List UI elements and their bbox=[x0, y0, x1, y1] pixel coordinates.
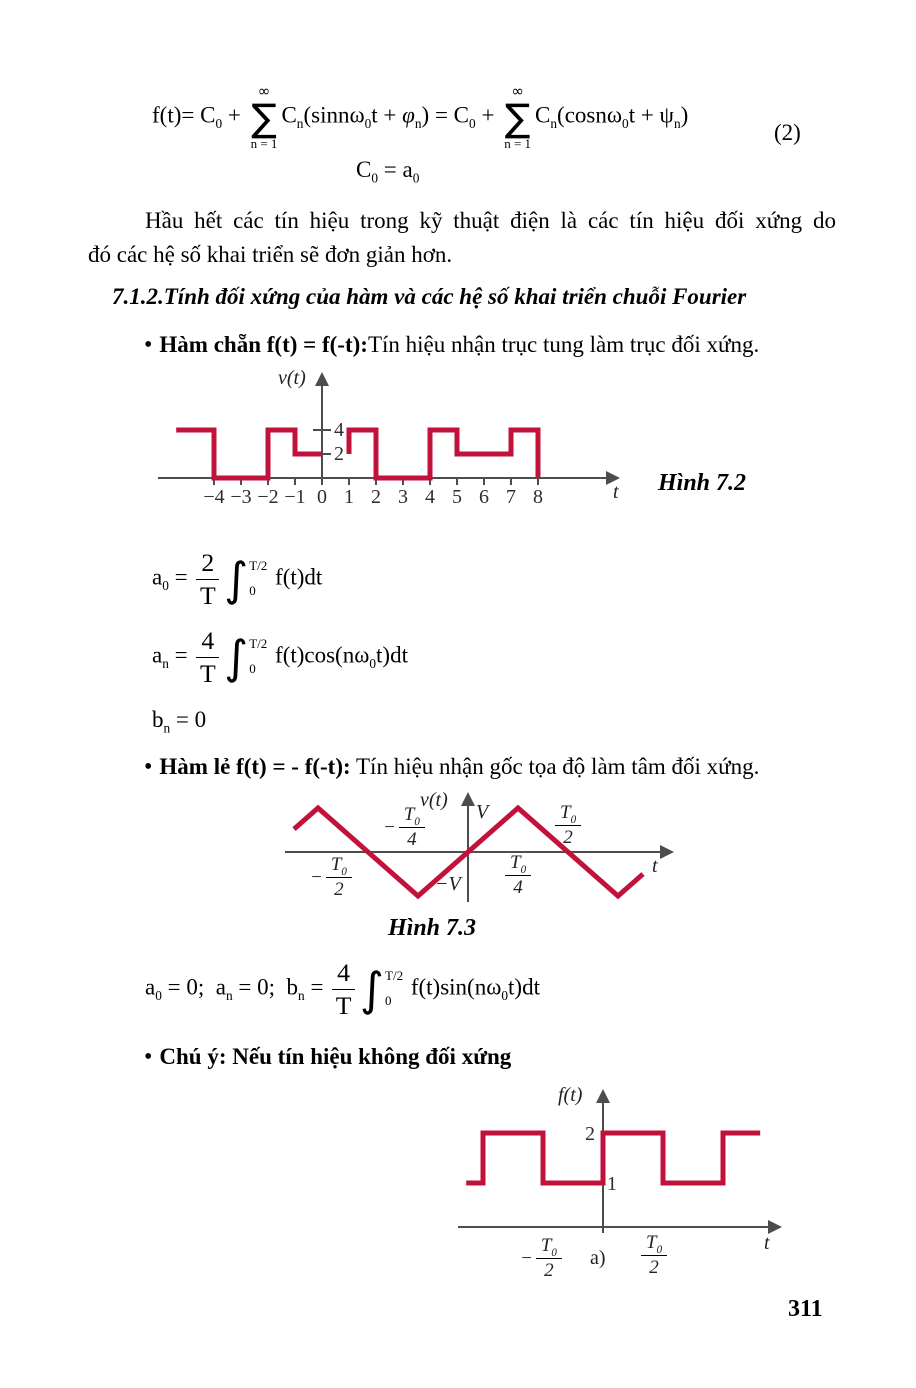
x-axis-arrow bbox=[768, 1220, 782, 1234]
fig73-half-label: $\frac{T_0}{2}$ bbox=[552, 802, 584, 849]
figa-half-label: $\frac{T_0}{2}$ bbox=[638, 1232, 670, 1279]
fig72-x-axis-label: t bbox=[613, 481, 619, 503]
bullet-odd-function bbox=[144, 754, 759, 781]
bullet-marker: • bbox=[144, 332, 153, 358]
equation-2-number: (2) bbox=[774, 120, 801, 145]
fig72-xtick: 2 bbox=[371, 486, 381, 508]
y-axis-arrow bbox=[315, 372, 329, 386]
fig73-neg-half-label: − $\frac{T_0}{2}$ bbox=[310, 854, 355, 901]
figa-neg-half-label: − $\frac{T_0}{2}$ bbox=[520, 1235, 565, 1282]
bullet-note bbox=[144, 1044, 511, 1071]
fig72-ytick-2: 2 bbox=[334, 443, 344, 465]
bullet-even-rest: Tín hiệu nhận trục tung làm trục đối xứng. bbox=[367, 332, 760, 357]
fig72-xtick: 3 bbox=[398, 486, 408, 508]
x-axis-arrow bbox=[660, 845, 674, 859]
intro-paragraph bbox=[88, 204, 836, 272]
figa-ytick-1: 1 bbox=[607, 1173, 617, 1195]
equation-2-line1: $f(t)= C_0$ + ∞ ∑ n = 1 $C_n(\sin n\omega_0t + \varphi_n) = C_0$ + ∞ ∑ n = 1 $C_n(\cos n\omega_0t + \psi_n)$ bbox=[152, 82, 689, 151]
fig72-xtick: 0 bbox=[317, 486, 327, 508]
fig72-xtick: −1 bbox=[284, 486, 306, 508]
fig72-ytick-4: 4 bbox=[334, 419, 344, 441]
section-heading: 7.1.2.Tính đối xứng của hàm và các hệ số khai triển chuỗi Fourier bbox=[112, 284, 747, 309]
bullet-marker: • bbox=[144, 1044, 153, 1070]
fig73-v-neg-label: −V bbox=[435, 873, 461, 895]
figa-sublabel: a) bbox=[590, 1247, 606, 1269]
figa-y-axis-label: f(t) bbox=[558, 1084, 583, 1106]
equation-an-even: $a_n$ = $\frac{4}{T}$ ∫ T/2 0 $f(t)\cos(n\omega_0t)dt$ bbox=[152, 626, 408, 688]
fig73-y-axis-label: v(t) bbox=[420, 789, 448, 811]
fig73-quarter-label: $\frac{T_0}{4}$ bbox=[502, 852, 534, 899]
fig73-v-pos-label: V bbox=[476, 801, 489, 823]
bullet-odd-bold: Hàm lẻ f(t) = - f(-t): bbox=[159, 754, 351, 779]
bullet-marker: • bbox=[144, 754, 153, 780]
fig72-xtick: 7 bbox=[506, 486, 516, 508]
figa-ytick-2: 2 bbox=[585, 1123, 595, 1145]
fig72-xtick: 1 bbox=[344, 486, 354, 508]
square-wave-left bbox=[176, 430, 322, 478]
figure-7-3 bbox=[280, 790, 700, 935]
equation-odd-coefficients: $a_0 = 0$; $a_n = 0$; $b_n$ = $\frac{4}{T}$ ∫ T/2 0 $f(t)\sin(n\omega_0t)dt$ bbox=[145, 958, 540, 1020]
y-axis-arrow bbox=[461, 792, 475, 806]
figa-x-axis-label: t bbox=[764, 1232, 770, 1254]
fig72-xtick: 5 bbox=[452, 486, 462, 508]
bullet-even-function bbox=[144, 332, 759, 359]
fig72-xtick: −4 bbox=[203, 486, 225, 508]
paragraph-line-2: đó các hệ số khai triển sẽ đơn giản hơn. bbox=[88, 242, 453, 267]
equation-a0-even: $a_0$ = $\frac{2}{T}$ ∫ T/2 0 f(t)dt bbox=[152, 548, 323, 610]
bullet-note-bold: Chú ý: Nếu tín hiệu không đối xứng bbox=[159, 1044, 512, 1069]
fig72-y-axis-label: v(t) bbox=[278, 367, 306, 389]
fig72-xtick: 4 bbox=[425, 486, 435, 508]
figure-a bbox=[440, 1085, 840, 1285]
equation-bn-even: $b_n = 0$ bbox=[152, 707, 207, 736]
y-axis-arrow bbox=[596, 1089, 610, 1103]
fig72-xtick: 6 bbox=[479, 486, 489, 508]
page-number: 311 bbox=[788, 1296, 823, 1322]
bullet-even-bold: Hàm chẵn f(t) = f(-t): bbox=[159, 332, 368, 357]
paragraph-line-1: Hầu hết các tín hiệu trong kỹ thuật điện là các tín hiệu đối xứng do bbox=[145, 208, 836, 233]
fig73-neg-quarter-label: − $\frac{T_0}{4}$ bbox=[383, 804, 428, 851]
fig72-xtick: −2 bbox=[257, 486, 279, 508]
fig73-caption: Hình 7.3 bbox=[388, 915, 477, 941]
equation-2-line2: $C_0 = a_0$ bbox=[356, 157, 420, 186]
square-wave-right bbox=[349, 430, 538, 478]
figure-7-2 bbox=[150, 367, 810, 530]
fig72-xtick: −3 bbox=[230, 486, 252, 508]
bullet-odd-rest: Tín hiệu nhận gốc tọa độ làm tâm đối xứng. bbox=[350, 754, 760, 779]
fig72-xtick: 8 bbox=[533, 486, 543, 508]
fig73-x-axis-label: t bbox=[652, 855, 658, 877]
fig72-caption: Hình 7.2 bbox=[658, 470, 747, 496]
